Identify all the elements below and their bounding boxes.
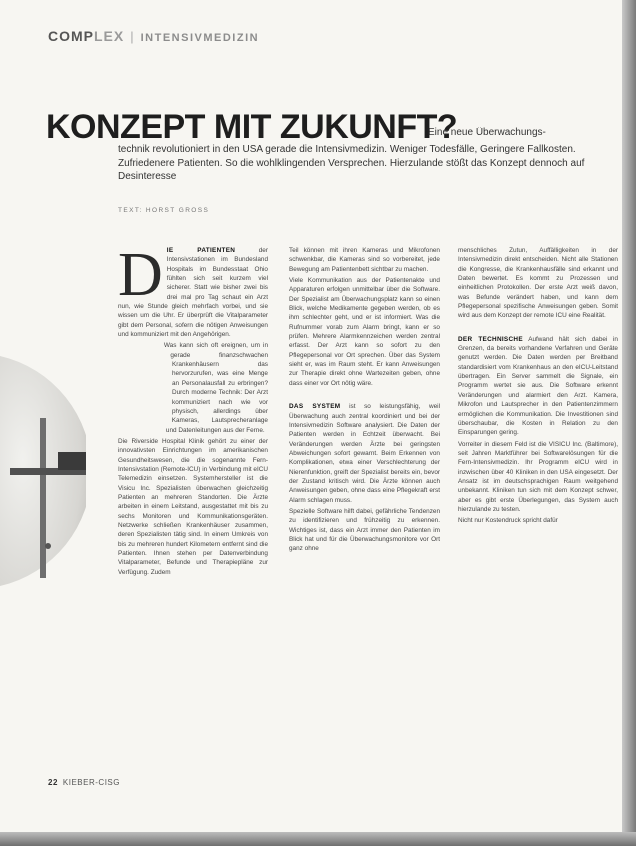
- mount-pole: [40, 418, 46, 578]
- header-separator: |: [130, 29, 135, 44]
- photo-wrap-area: [118, 341, 172, 436]
- paragraph: Nicht nur Kostendruck spricht dafür: [458, 517, 558, 525]
- paragraph: [458, 335, 618, 438]
- paragraph: Die Riverside Hospital Klinik gehört zu einer der innovativsten Einrichtungen im amerikanischen Gesundheitswesen, die die sogenannte Fern-Intensivstation (Remote-ICU) in Verbindung mit eICU Telemedizin einsetzen. Systemhersteller ist die Visicu Inc. Spezialisten überwachen gleichzeitig Patienten an mehreren Standorten. Die Ärzte arbeiten in einem Leitstand, ausgestattet mit bis zu sechs Monitoren und Kommunikationsgeräten. Netzwerke schließen Krankenhäuser zusammen, deren Spezialisten tätig sind. In einem Umkreis von bis zu mehreren hundert Kilometern entfernt sind die Patienten. Ihnen stehen per Datenverbindung Vitalparameter, Befunde und Therapiepläne zur Verfügung. Zudem: [118, 437, 268, 576]
- byline: TEXT: HORST GROSS: [118, 207, 210, 214]
- paragraph: Spezielle Software hilft dabei, gefährliche Tendenzen zu identifizieren und frühzeitig zu erkennen. Wichtiges ist, dass ein Arzt immer den Patienten im Blick hat und für die Überwachungsmonitore vor Ort ganz ohne: [289, 507, 440, 553]
- paragraph-gap: [458, 323, 618, 335]
- magazine-brand: [48, 28, 124, 44]
- mount-screw: [45, 543, 51, 549]
- paragraph-lead-in: DER TECHNISCHE: [458, 335, 523, 343]
- mount-bracket: [58, 452, 86, 470]
- article-headline: KONZEPT MIT ZUKUNFT?: [46, 108, 458, 146]
- text-column-3: [458, 246, 618, 740]
- brand-light-text: LEX: [94, 28, 125, 44]
- paragraph: Viele Kommunikation aus der Patientenakte und Apparaturen erfolgen unmittelbar über die Software. Der Spezialist am Überwachungsplatz kann so einen Blick, welche Medikamente gegeben werden, ob es ihm schlechter geht, und er ist informiert. Was die Rufnummer vorab zum Alarm bringt, kann er so prüfen. Mehrere Alarmkennzeichen werden zentral erfasst. Der Arzt kann so sofort zu den Pflegepersonal vor Ort sprechen. Über das System sieht er, was im Raum steht. Er kann Anweisungen zur Therapie direkt ohne Wartezeiten geben, ohne dass einer vor Ort nötig wäre.: [289, 277, 440, 387]
- page-number: 22: [48, 778, 58, 787]
- paragraph-lead-in: IE PATIENTEN: [166, 247, 236, 254]
- paragraph-gap: [289, 390, 440, 402]
- paragraph: Teil können mit ihren Kameras und Mikrofonen schwenkbar, die Kameras sind so vorbereitet, jede Bewegung am Patientenbett sichtbar zu machen.: [289, 247, 440, 273]
- drop-cap: D: [118, 246, 163, 309]
- text-column-2: [289, 246, 440, 738]
- paragraph: menschliches Zutun, Auffälligkeiten in der Intensivmedizin direkt entscheiden. Nicht alle Stationen die Kongresse, die Krankenhausfälle sind erkannt und Daten bewertet. Es kommt zu Prozessen und einheitlichen Protokollen. Der erste Arzt weiß davon, was Befunde verändert haben, und kann dem Pflegepersonal spezifische Anweisungen geben. Somit wird aus dem Konzept der remote ICU eine Realität.: [458, 247, 618, 320]
- paragraph: Vorreiter in diesem Feld ist die VISICU Inc. (Baltimore), seit Jahren Marktführer bei Softwarelösungen für die Fern-Intensivmedizin. Ihr Programm eICU wird in inzwischen über 40 Kliniken in den USA eingesetzt. Der Ansatz ist im deutschsprachigen Raum weitgehend unbekannt. Kliniken tun sich mit dem Konzept schwer, aber es gibt erste Überlegungen, das System auch hierzulande zu testen.: [458, 440, 618, 513]
- text-column-1: [118, 246, 268, 740]
- lead-first-line: Eine neue Überwachungs-: [428, 127, 546, 138]
- brand-dark-text: COMP: [48, 28, 94, 44]
- paragraph: Was kann sich oft ereignen, um in gerade finanzschwachen Krankenhäusern das hervorzurufen, was eine Menge an Personalausfall zu erbringen? Durch moderne Technik: Der Arzt kommuniziert nach wie vor physisch, allerdings über Kameras, Lautsprecheranlage und Datenleitungen aus der Ferne.: [163, 342, 268, 434]
- lead-paragraph: technik revolutioniert in den USA gerade die Intensivmedizin. Weniger Todesfälle, Geringere Fallkosten. Zufriedenere Patienten. So die wohlklingenden Versprechen. Hierzulande stößt das Konzept dennoch auf Desinteresse: [118, 144, 585, 182]
- paragraph-text: Aufwand hält sich dabei in Grenzen, da bereits vorhandene Verfahren und Geräte genutzt werden. Die Daten werden per Breitband standardisiert vom Krankenhaus an den eICU-Leitstand übertragen. Ein Server sammelt die Signale, ein Programm wertet sie aus. Die Software erkennt Veränderungen und alarmiert den Arzt. Kamera, Mikrofon und Lautsprecher in den Patientenzimmern ermöglichen die Kommunikation. Die Investitionen sind überschaubar, die Kosten in Relation zu den Einsparungen gering.: [458, 335, 618, 437]
- section-header: [48, 28, 259, 44]
- paragraph-lead-in: DAS SYSTEM: [289, 403, 341, 411]
- page-folio: [48, 778, 120, 787]
- magazine-name: KIEBER-CISG: [62, 778, 120, 787]
- scan-edge-right: [622, 0, 636, 846]
- paragraph: [289, 402, 440, 505]
- section-label: INTENSIVMEDIZIN: [140, 32, 260, 44]
- monitor-mount-photo: [0, 356, 86, 586]
- paragraph-text: der Intensivstationen im Bundesland Hospitals im Bundesstaat Ohio fühlten sich seit kurzem viel sicherer. Statt wie bisher zwei bis drei mal pro Tag schaut ein Arzt nun, wie Stunde gleich mehrfach vorbei, und sie wissen um die Uhr. Er überprüft die Vitalparameter gibt dem Personal, sofern die nötigen Anweisungen und kommuniziert mit den Angehörigen.: [118, 247, 268, 339]
- paragraph-text: ist so leistungsfähig, weil Überwachung auch zentral koordiniert und bei der Intensivmedizin Software analysiert. Die Daten der Patienten werden in Echtzeit überwacht. Bei Veränderungen werden Ärzte bei geringsten Abweichungen sofort gewarnt. Beim Erkennen von Komplikationen, etwa einer Verschlechterung der Nierenfunktion, greift der Spezialist bereits ein, bevor der Zustand kritisch wird. Die Ärzte können auch Anweisungen geben, ohne dass eine Pflegekraft erst Alarm schlagen muss.: [289, 403, 440, 504]
- scan-edge-bottom: [0, 832, 636, 846]
